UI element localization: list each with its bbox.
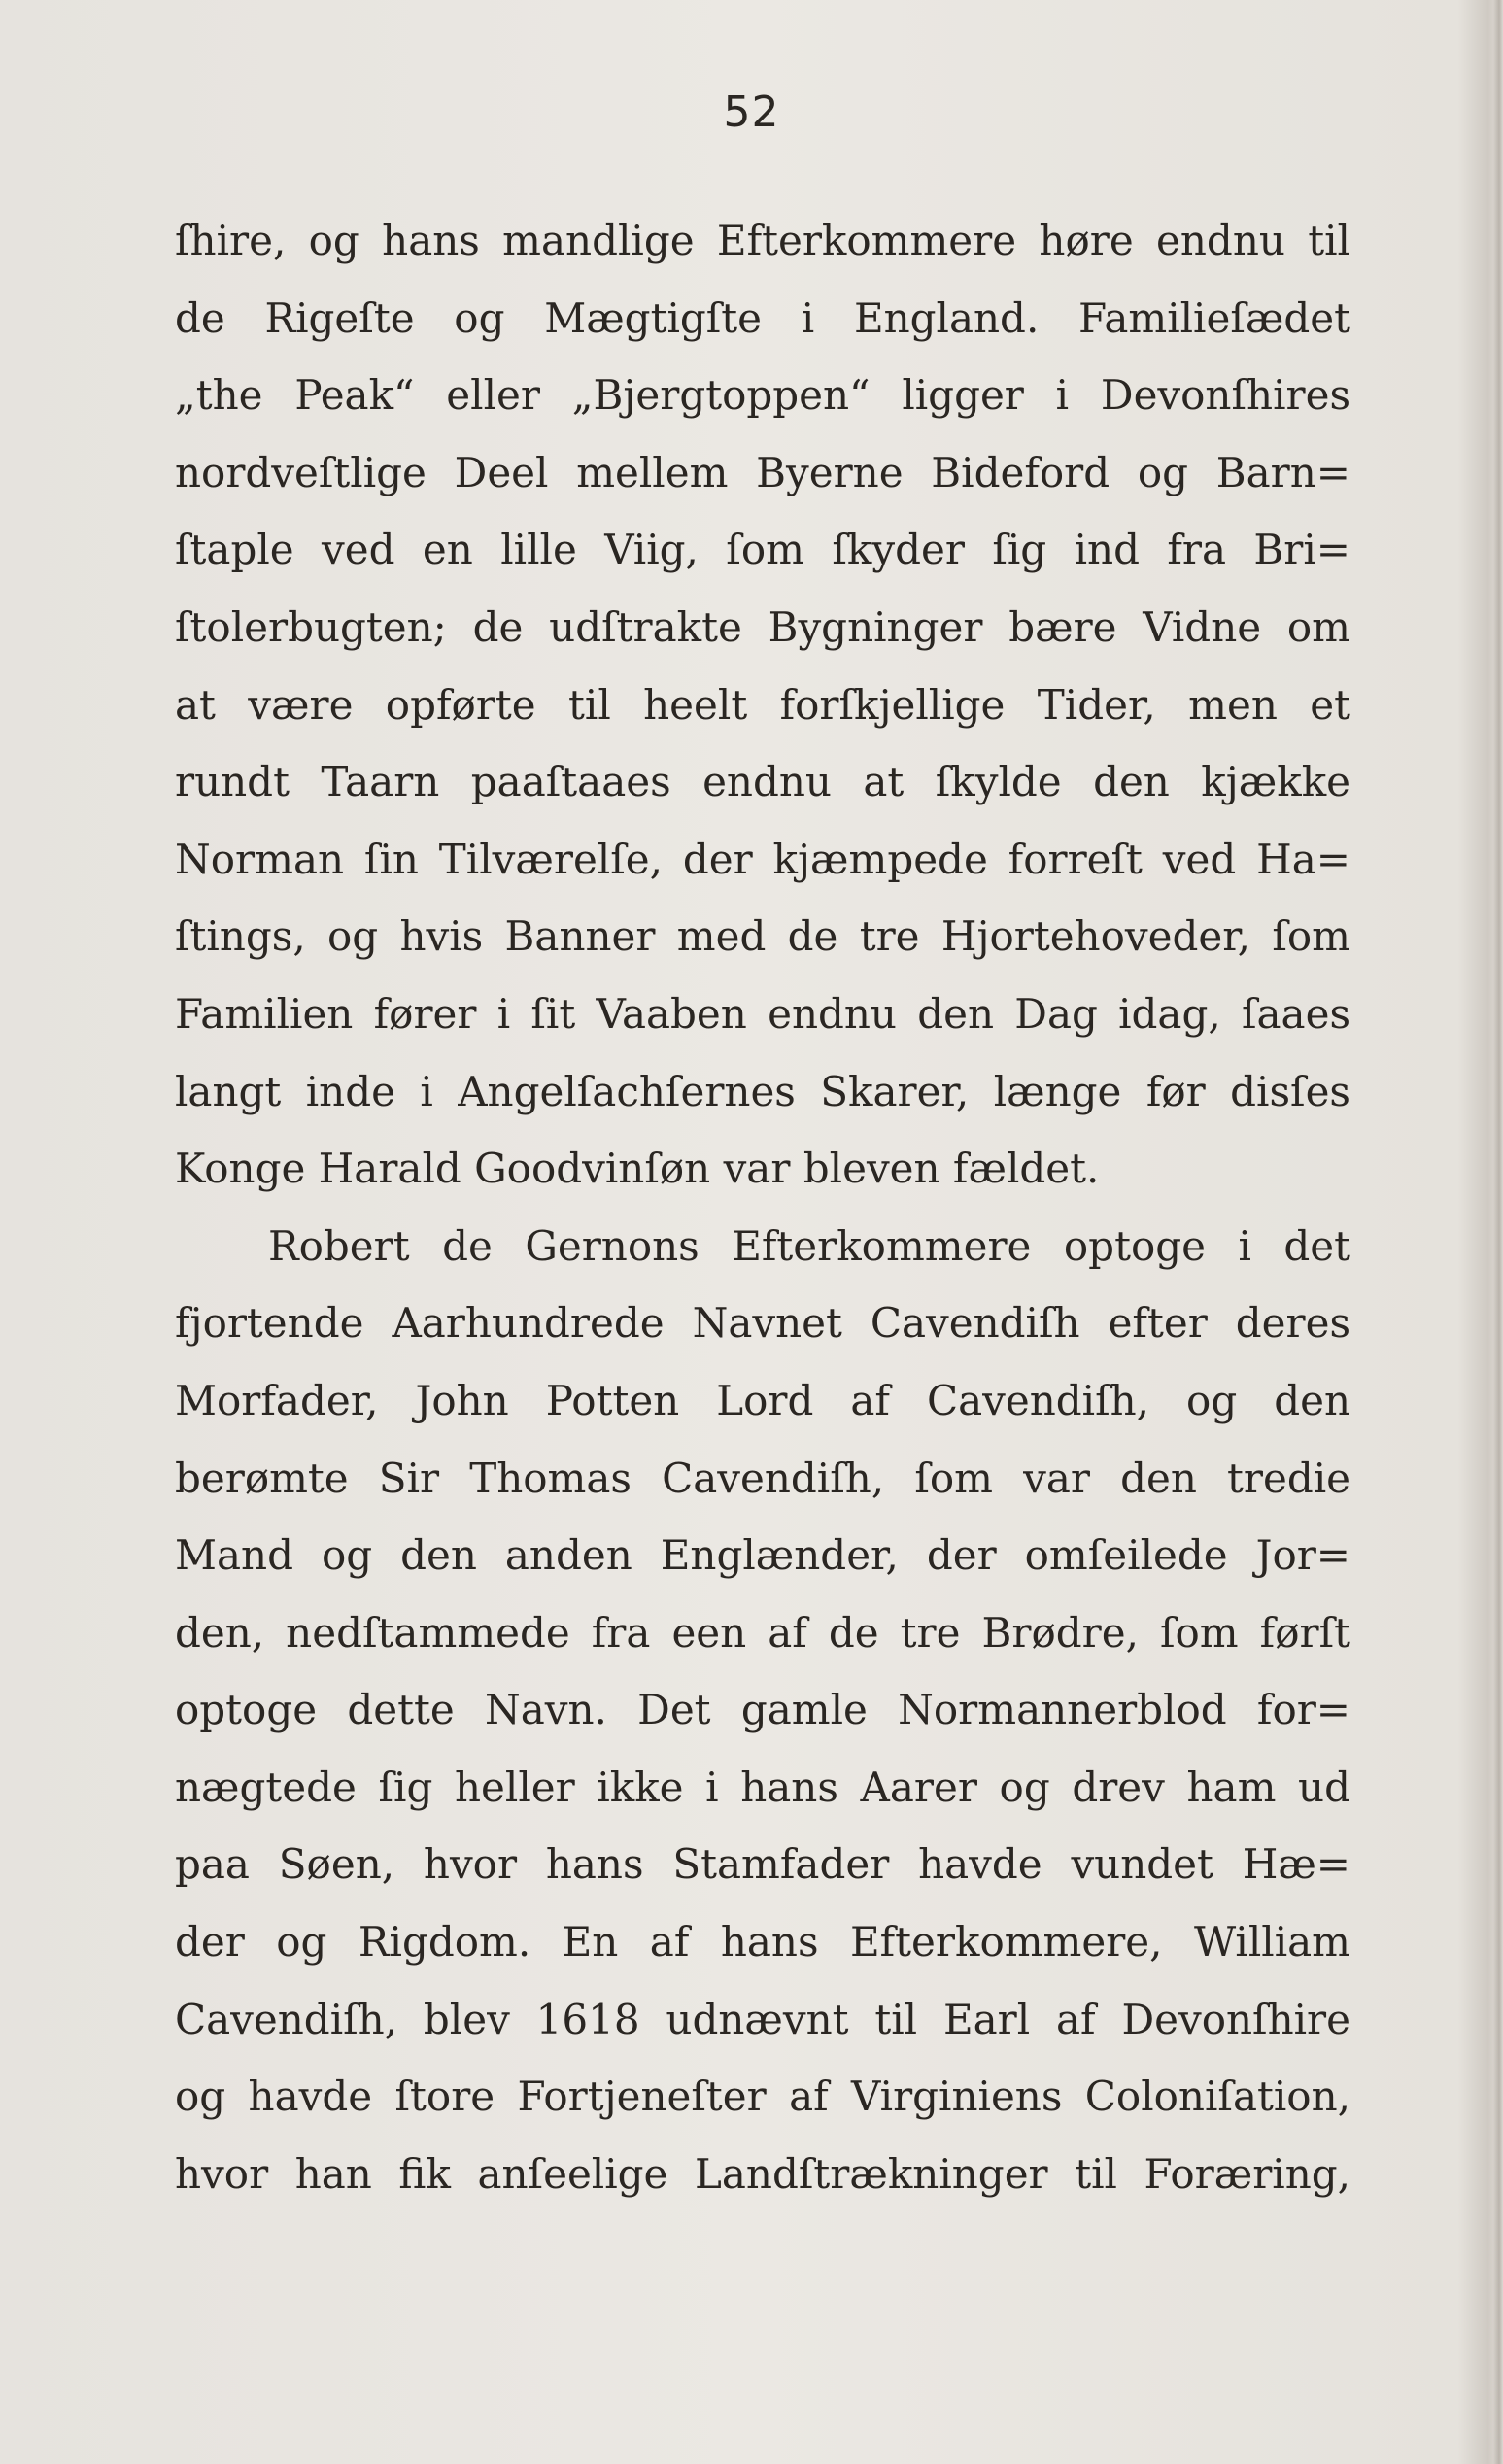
- page-number: 52: [723, 87, 780, 137]
- text-line-1: ſhire, og hans mandlige Efterkommere høre endnu til: [175, 217, 1350, 264]
- text-line-6: ſtolerbugten; de udſtrakte Bygninger bære Vidne om: [175, 602, 1350, 651]
- text-line-3: „the Peak“ eller „Bjergtoppen“ ligger i Devonſhires: [175, 371, 1350, 420]
- text-line-10: ſtings, og hvis Banner med de tre Hjortehoveder, ſom: [175, 912, 1350, 961]
- text-line-23: der og Rigdom. En af hans Efterkommere, William: [175, 1918, 1350, 1967]
- text-line-19: den, nedſtammede fra een af de tre Brødre, ſom førſt: [175, 1608, 1350, 1657]
- text-line-2: de Rigeſte og Mægtigſte i England. Familieſædet: [175, 293, 1350, 342]
- text-line-25: og havde ſtore Fortjeneſter af Virginiens Coloniſation,: [175, 2072, 1350, 2121]
- text-line-7: at være opførte til heelt forſkjellige Tider, men et: [175, 680, 1350, 729]
- text-line-21: nægtede ſig heller ikke i hans Aarer og drev ham ud: [175, 1762, 1350, 1811]
- text-line-18: Mand og den anden Englænder, der omſeilede Jor=: [175, 1531, 1350, 1580]
- text-line-26: hvor han fik anſeelige Landſtrækninger til Foræring,: [175, 2149, 1350, 2198]
- text-line-17: berømte Sir Thomas Cavendiſh, ſom var den tredie: [175, 1454, 1350, 1502]
- body-text: [175, 202, 1350, 2212]
- page-edge-shadow: [1493, 0, 1503, 2464]
- text-line-16: Morfader, John Potten Lord af Cavendiſh, og den: [175, 1376, 1350, 1424]
- text-line-4: nordveſtlige Deel mellem Byerne Bideford og Barn=: [175, 448, 1350, 496]
- text-line-11: Familien fører i ſit Vaaben endnu den Dag idag, ſaaes: [175, 989, 1350, 1038]
- text-line-12: langt inde i Angelſachſernes Skarer, længe før disſes: [175, 1067, 1350, 1115]
- text-line-13: Konge Harald Goodvinſøn var bleven fældet.: [175, 1145, 1100, 1193]
- text-line-14: Robert de Gernons Efterkommere optoge i det: [268, 1221, 1350, 1270]
- text-line-8: rundt Taarn paaſtaaes endnu at ſkylde den kjække: [175, 758, 1350, 806]
- text-line-20: optoge dette Navn. Det gamle Normannerblod for=: [175, 1686, 1350, 1734]
- text-line-5: ſtaple ved en lille Viig, ſom ſkyder ſig ind fra Bri=: [175, 526, 1350, 574]
- text-line-15: fjortende Aarhundrede Navnet Cavendiſh efter deres: [175, 1299, 1350, 1348]
- text-line-24: Cavendiſh, blev 1618 udnævnt til Earl af Devonſhire: [175, 1995, 1350, 2043]
- text-line-22: paa Søen, hvor hans Stamfader havde vundet Hæ=: [175, 1840, 1350, 1889]
- text-line-9: Norman ſin Tilværelſe, der kjæmpede forreſt ved Ha=: [175, 835, 1350, 883]
